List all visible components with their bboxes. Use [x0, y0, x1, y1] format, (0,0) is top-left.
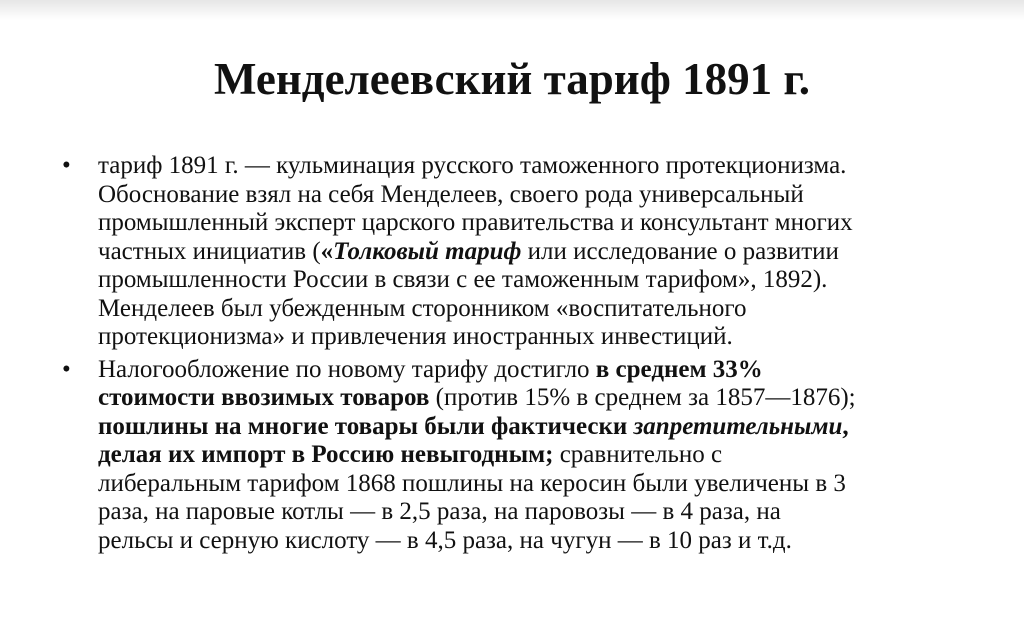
text-run: промышленности России в связи с ее таможенным тарифом», 1892).: [98, 266, 828, 293]
text-line: [98, 152, 962, 181]
text-line: [98, 238, 962, 267]
slide-title: Менделеевский тариф 1891 г.: [214, 54, 810, 104]
bullet-item: [62, 152, 962, 352]
text-run: раза, на паровые котлы — в 2,5 раза, на паровозы — в 4 раза, на: [98, 498, 781, 525]
text-run: пошлины на многие товары были фактически: [98, 412, 634, 440]
text-run: в среднем 33%: [595, 355, 763, 383]
text-line: [98, 266, 962, 295]
text-line: [98, 413, 962, 442]
bullet-text: [98, 152, 962, 352]
bullet-dot-icon: •: [62, 152, 71, 179]
text-run: Обоснование взял на себя Менделеев, своего рода универсальный: [98, 180, 804, 208]
text-run: сравнительно с: [553, 441, 723, 468]
text-run: ,: [842, 412, 849, 440]
text-run: протекционизма» и привлечения иностранных инвестиций.: [98, 323, 733, 350]
bullet-item: [62, 356, 962, 556]
text-run: или исследование о развитии: [521, 237, 839, 265]
text-run: «: [320, 237, 334, 265]
text-line: [98, 441, 962, 470]
bullet-text: [98, 356, 962, 556]
text-run: Налогообложение по новому тарифу достигло: [98, 355, 596, 383]
text-line: [98, 527, 962, 556]
text-run: либеральным тарифом 1868 пошлины на керосин были увеличены в 3: [98, 469, 846, 497]
text-run: (против 15% в среднем за 1857—1876);: [429, 384, 856, 411]
text-run: Менделеев был убежденным сторонником «воспитательного: [98, 294, 747, 322]
text-line: [98, 323, 962, 352]
text-run: Толковый тариф: [333, 237, 522, 265]
text-run: тариф 1891 г. — кульминация русского таможенного протекционизма.: [98, 152, 847, 179]
text-line: [98, 181, 962, 210]
text-line: [98, 384, 962, 413]
text-line: [98, 295, 962, 324]
text-line: [98, 209, 962, 238]
bullet-list: [62, 152, 962, 559]
text-line: [98, 498, 962, 527]
text-run: стоимости ввозимых товаров: [98, 384, 430, 411]
text-line: [98, 356, 962, 385]
text-run: частных инициатив (: [98, 237, 321, 265]
text-run: запретительными: [633, 412, 843, 440]
bullet-dot-icon: •: [62, 355, 71, 383]
text-line: [98, 470, 962, 499]
text-run: промышленный эксперт царского правительства и консультант многих: [98, 209, 853, 236]
text-run: делая их импорт в Россию невыгодным;: [98, 441, 554, 468]
text-run: рельсы и серную кислоту — в 4,5 раза, на чугун — в 10 раз и т.д.: [98, 526, 792, 554]
